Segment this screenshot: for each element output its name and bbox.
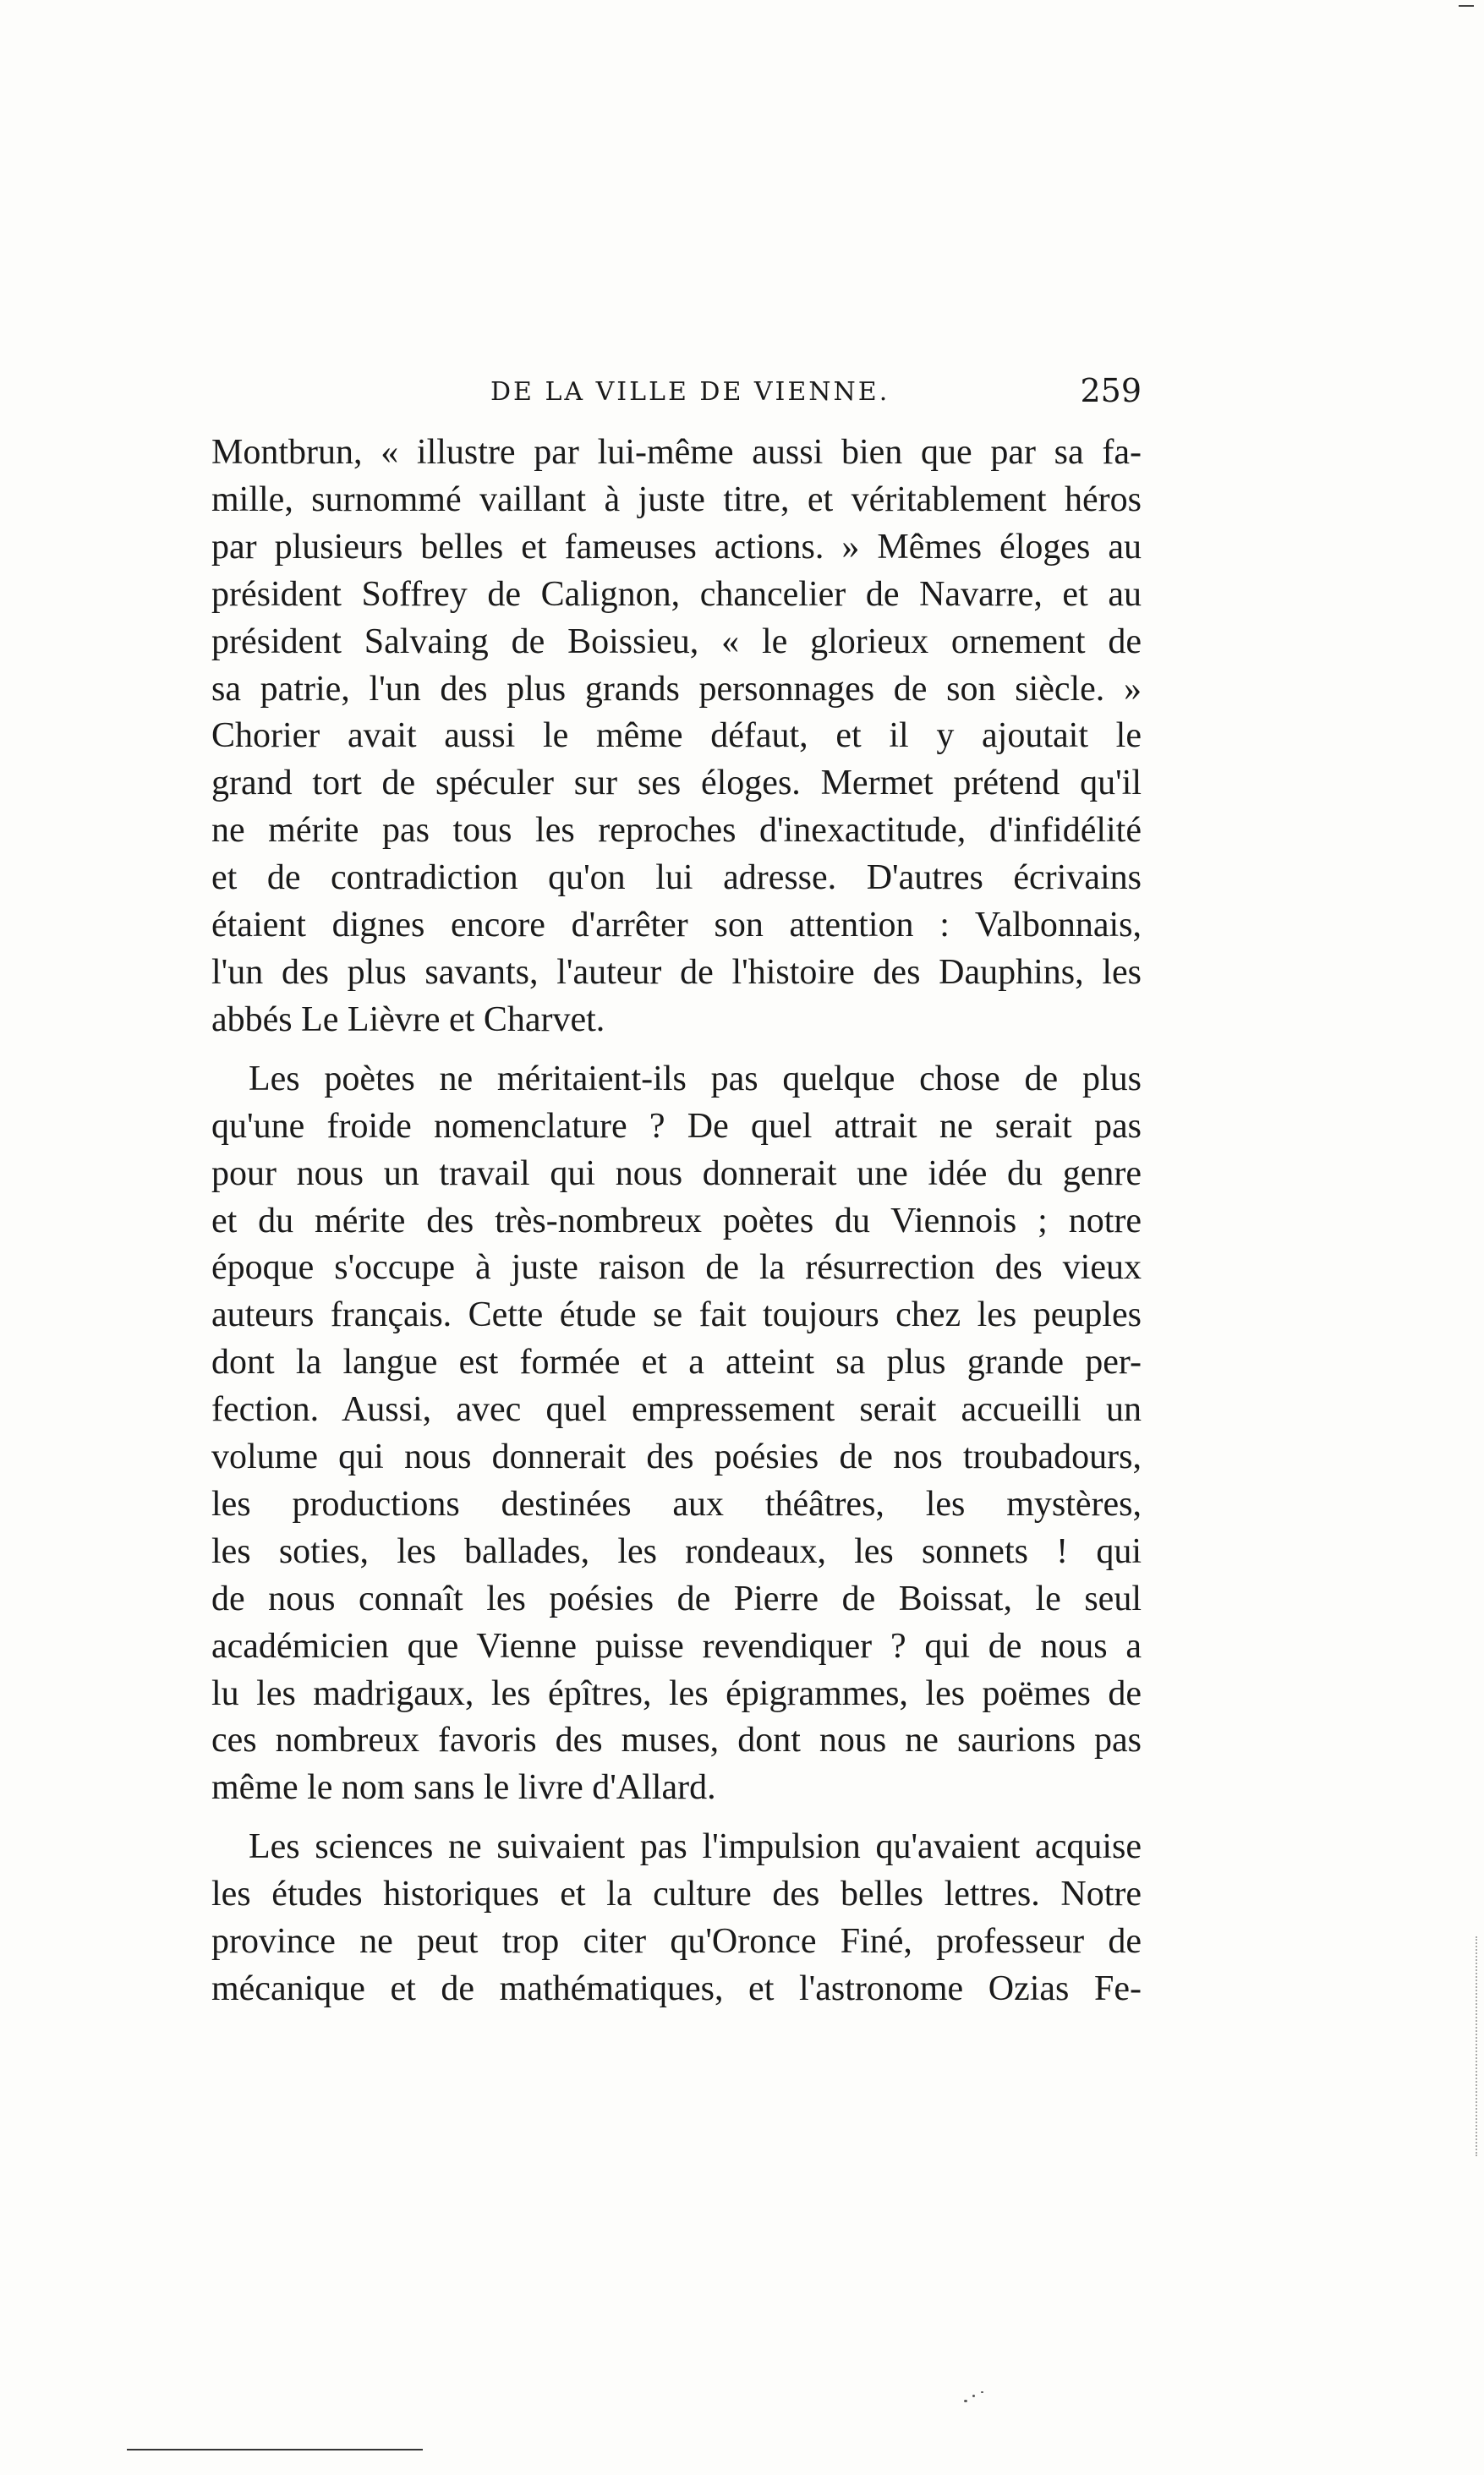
running-head: DE LA VILLE DE VIENNE. xyxy=(490,377,890,407)
text-line: les soties, les ballades, les rondeaux, les sonnets ! qui xyxy=(211,1531,1142,1571)
scan-top-mark xyxy=(1459,5,1474,7)
text-line: académicien que Vienne puisse revendiquer ? qui de nous a xyxy=(211,1626,1142,1666)
text-line: même le nom sans le livre d'Allard. xyxy=(211,1768,716,1808)
text-line: volume qui nous donnerait des poésies de nos troubadours, xyxy=(211,1437,1142,1477)
scan-speck xyxy=(964,2400,967,2402)
text-line: et du mérite des très-nombreux poètes du Viennois ; notre xyxy=(211,1201,1142,1240)
text-line: grand tort de spéculer sur ses éloges. Mermet prétend qu'il xyxy=(211,764,1142,803)
text-line: ces nombreux favoris des muses, dont nous ne saurions pas xyxy=(211,1721,1142,1760)
text-line: président Salvaing de Boissieu, « le glorieux ornement de xyxy=(211,621,1142,661)
text-line: ne mérite pas tous les reproches d'inexactitude, d'infidélité xyxy=(211,811,1142,851)
text-line: époque s'occupe à juste raison de la résurrection des vieux xyxy=(211,1248,1142,1288)
text-line: lu les madrigaux, les épîtres, les épigrammes, les poëmes de xyxy=(211,1673,1142,1713)
paragraph-1 xyxy=(211,430,1142,1044)
text-line: abbés Le Lièvre et Charvet. xyxy=(211,999,605,1039)
text-line: Chorier avait aussi le même défaut, et il y ajoutait le xyxy=(211,716,1142,756)
page-number: 259 xyxy=(1080,372,1142,409)
paragraph-2 xyxy=(211,1056,1142,1813)
text-line: dont la langue est formée et a atteint sa plus grande per- xyxy=(211,1343,1142,1383)
text-line: président Soffrey de Calignon, chancelier de Navarre, et au xyxy=(211,574,1142,614)
paragraph-3 xyxy=(211,1824,1142,2013)
text-line: mille, surnommé vaillant à juste titre, et véritablement héros xyxy=(211,479,1142,519)
scan-speck xyxy=(972,2395,975,2397)
scan-bottom-rule xyxy=(127,2449,423,2450)
text-line: fection. Aussi, avec quel empressement serait accueilli un xyxy=(211,1390,1142,1430)
text-line: et de contradiction qu'on lui adresse. D'autres écrivains xyxy=(211,858,1142,898)
scan-speck xyxy=(981,2391,983,2393)
page-header xyxy=(211,372,1142,423)
text-line: Montbrun, « illustre par lui-même aussi bien que par sa fa- xyxy=(211,433,1142,472)
scan-margin-specks xyxy=(1476,1936,1479,2156)
text-line: province ne peut trop citer qu'Oronce Finé, professeur de xyxy=(211,1922,1142,1962)
text-line: étaient dignes encore d'arrêter son attention : Valbonnais, xyxy=(211,906,1142,945)
text-line: mécanique et de mathématiques, et l'astronome Ozias Fe- xyxy=(211,1969,1142,2008)
text-line: sa patrie, l'un des plus grands personnages de son siècle. » xyxy=(211,669,1142,709)
text-line: par plusieurs belles et fameuses actions. » Mêmes éloges au xyxy=(211,527,1142,567)
text-line: auteurs français. Cette étude se fait toujours chez les peuples xyxy=(211,1295,1142,1335)
text-line: les études historiques et la culture des belles lettres. Notre xyxy=(211,1875,1142,1914)
text-line: l'un des plus savants, l'auteur de l'histoire des Dauphins, les xyxy=(211,952,1142,992)
text-line: de nous connaît les poésies de Pierre de Boissat, le seul xyxy=(211,1579,1142,1618)
body-text xyxy=(211,430,1142,2013)
text-line: Les sciences ne suivaient pas l'impulsion qu'avaient acquise xyxy=(249,1827,1142,1867)
text-line: qu'une froide nomenclature ? De quel attrait ne serait pas xyxy=(211,1106,1142,1146)
text-line: pour nous un travail qui nous donnerait une idée du genre xyxy=(211,1153,1142,1193)
text-line: Les poètes ne méritaient-ils pas quelque chose de plus xyxy=(249,1059,1142,1098)
text-line: les productions destinées aux théâtres, les mystères, xyxy=(211,1484,1142,1524)
